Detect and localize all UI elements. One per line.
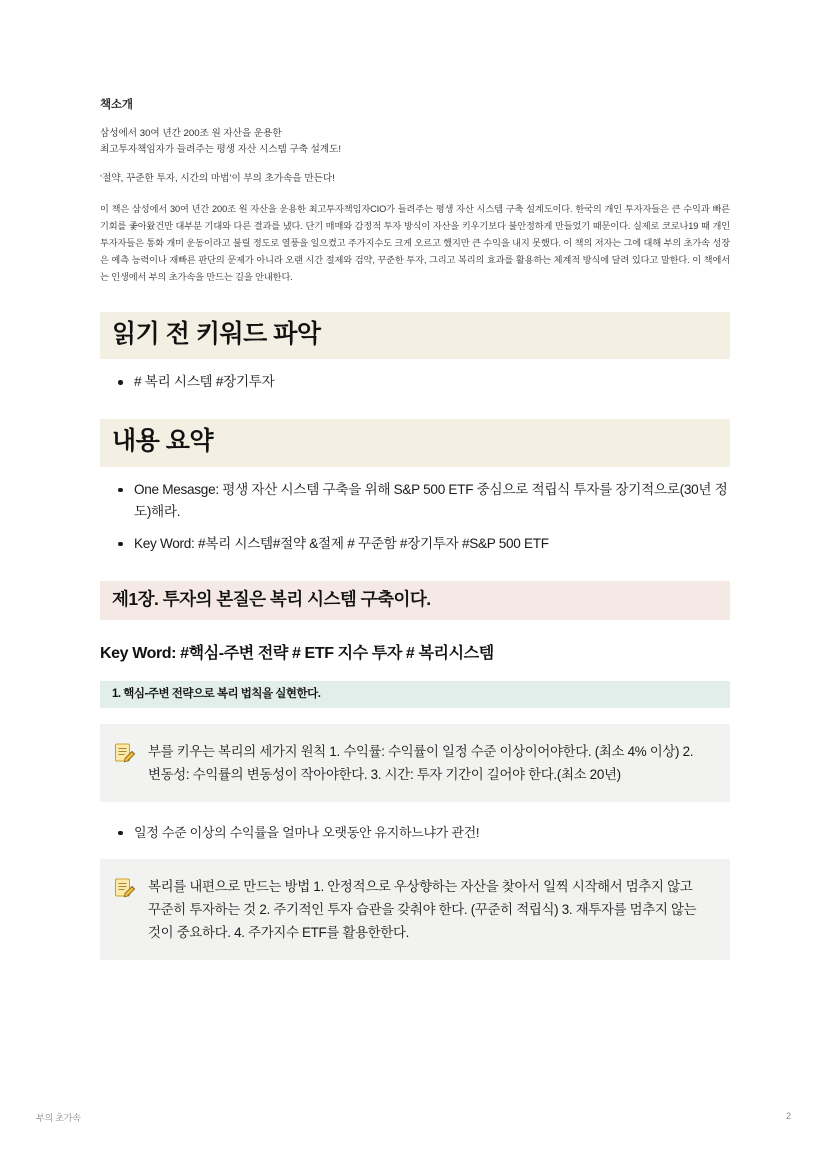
memo-icon [114, 742, 136, 764]
chapter-subheading: 1. 핵심-주변 전략으로 복리 법칙을 실현한다. [100, 681, 730, 708]
footer-page-number: 2 [785, 1111, 791, 1121]
mid-bullet-list [100, 822, 730, 843]
book-intro-quote: ‘절약, 꾸준한 투자, 시간의 마법’이 부의 초가속을 만든다! [100, 172, 335, 184]
summary-bullet-list [100, 479, 730, 555]
book-intro-body: 이 책은 삼성에서 30여 년간 200조 원 자산을 운용한 최고투자책임자CIO가 들려주는 평생 자산 시스템 구축 설계도이다. 한국의 개인 투자자들은 큰 수익과 빠른 기회를 좇아왔건만 대부분 기대와 다른 결과를 냈다. 단기 매매와 감정적 투자 방식이 자산을 키우기보다 불안정하게 만들었기 때문이다. 실제로 코로나19 때 개인 투자자들은 통화 개미 운동이라고 불릴 정도로 열풍을 일으켰고 주가지수도 크게 오르고 했지만 큰 수익을 내지 못했다. 이 책의 저자는 그에 대해 부의 초가속 성장은 예측 능력이나 재빠른 판단의 문제가 아니라 오랜 시간 절제와 검약, 꾸준한 투자, 그리고 복리의 효과를 활용하는 체계적 방식에 달려 있다고 말한다. 이 책에서는 인생에서 부의 초가속을 만드는 길을 안내한다. [100, 204, 730, 283]
chapter-heading: 제1장. 투자의 본질은 복리 시스템 구축이다. [100, 581, 730, 620]
book-intro-line-2: 최고투자책임자가 들려주는 평생 자산 시스템 구축 설계도! [100, 143, 342, 155]
chapter-keyword-line: Key Word: #핵심-주변 전략 # ETF 지수 투자 # 복리시스템 [100, 644, 494, 662]
section-heading-summary: 내용 요약 [100, 419, 730, 466]
footer-book-title: 부의 초가속 [36, 1113, 81, 1123]
callout-text: 부를 키우는 복리의 세가지 원칙 1. 수익률: 수익률이 일정 수준 이상이어야한다. (최소 4% 이상) 2. 변동성: 수익률의 변동성이 작아야한다. 3. 시간: 투자 기간이 길어야 한다.(최소 20년) [148, 743, 694, 782]
list-item: One Mesasge: 평생 자산 시스템 구축을 위해 S&P 500 ETF 중심으로 적립식 투자를 장기적으로(30년 정도)해라. [134, 479, 730, 523]
callout-box-methods [100, 859, 730, 960]
book-intro-title: 책소개 [100, 99, 133, 111]
list-item: Key Word: #복리 시스템#절약 &절제 # 꾸준함 #장기투자 #S&P 500 ETF [134, 533, 730, 555]
book-intro-lines [100, 126, 730, 158]
page-footer [0, 1111, 827, 1127]
memo-icon [114, 877, 136, 899]
callout-box-principles [100, 724, 730, 802]
list-item: # 복리 시스템 #장기투자 [134, 371, 730, 393]
list-item: 일정 수준 이상의 수익률을 얼마나 오랫동안 유지하느냐가 관건! [134, 822, 730, 843]
section-heading-keywords: 읽기 전 키워드 파악 [100, 312, 730, 359]
callout-text: 복리를 내편으로 만드는 방법 1. 안정적으로 우상향하는 자산을 찾아서 일찍 시작해서 멈추지 않고 꾸준히 투자하는 것 2. 주기적인 투자 습관을 갖춰야 한다. (꾸준히 적립식) 3. 재투자를 멈추지 않는 것이 중요하다. 4. 주가지수 ETF를 활용한한다. [148, 879, 697, 941]
book-intro-line-1: 삼성에서 30여 년간 200조 원 자산을 운용한 [100, 128, 282, 139]
document-content [100, 96, 730, 960]
book-intro-section [100, 96, 730, 286]
keyword-bullet-list [100, 371, 730, 393]
